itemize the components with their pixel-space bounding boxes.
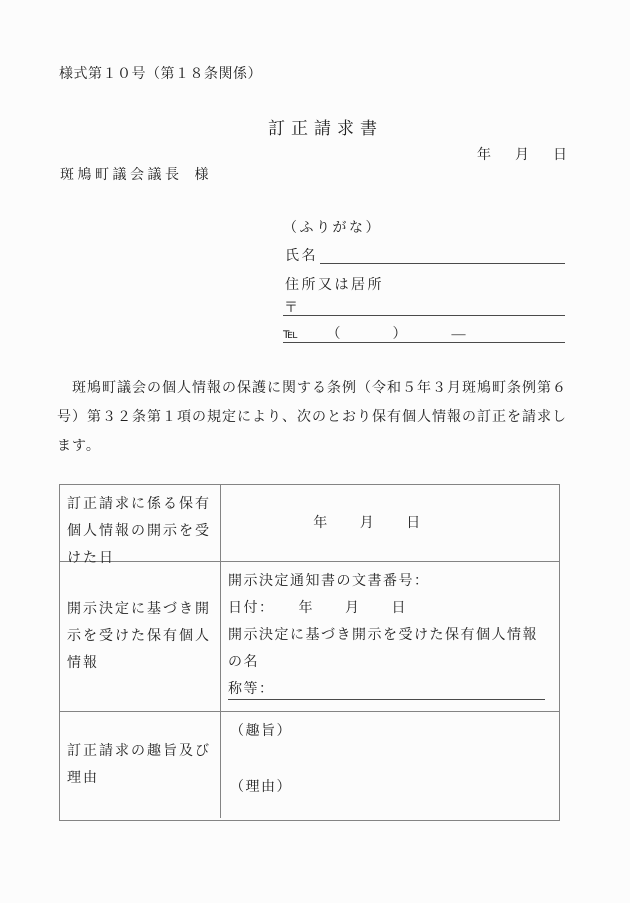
decision-date-line: 日付： 年 月 日 — [228, 601, 407, 616]
row3-value — [221, 712, 559, 818]
table-row-disclosed-info — [60, 561, 559, 711]
row3-label-line-1: 訂正請求の趣旨及び — [67, 744, 211, 759]
postal-field-row — [283, 297, 565, 316]
postal-mark: 〒 — [284, 301, 298, 316]
row2-label — [60, 562, 221, 711]
row1-date-text: 年 月 日 — [313, 515, 422, 531]
body-paragraph — [57, 374, 569, 461]
row2-label-line-2: 示を受けた保有個人 — [67, 629, 211, 644]
row1-date-value — [221, 485, 559, 561]
addressee-name: 斑鳩町議会議長 — [60, 168, 183, 183]
row2-value — [221, 562, 559, 711]
table-row-disclosure-date — [60, 485, 559, 566]
row2-label-line-1: 開示決定に基づき開 — [67, 602, 211, 617]
purport-label: （趣旨） — [230, 724, 292, 739]
header-date-line: 年 月 日 — [477, 148, 572, 163]
address-label: 住所又は居所 — [285, 278, 384, 293]
row3-label-line-2: 理由 — [67, 771, 99, 786]
addressee-line — [60, 164, 212, 184]
body-line-3: ます。 — [57, 439, 101, 454]
row1-label-line-2: 個人情報の開示を受 — [67, 524, 211, 539]
row1-label — [60, 485, 221, 566]
form-number-label: 様式第１０号（第１８条関係） — [59, 67, 262, 82]
document-title: 訂正請求書 — [268, 119, 383, 138]
row2-label-line-3: 情報 — [67, 656, 99, 671]
doc-number-line: 開示決定通知書の文書番号： — [228, 574, 430, 589]
tel-line: ℡ （ ） — — [283, 327, 469, 342]
row3-label — [60, 712, 221, 818]
addressee-honorific: 様 — [194, 168, 212, 183]
name-label: 氏名 — [285, 249, 318, 264]
row1-label-line-3: けた日 — [67, 551, 115, 566]
tel-field-row — [283, 323, 565, 343]
row1-label-line-1: 訂正請求に係る保有 — [67, 497, 211, 512]
info-name-line-2: 称等： — [228, 682, 275, 697]
request-table — [59, 484, 560, 821]
info-name-line-1: 開示決定に基づき開示を受けた保有個人情報の名 — [228, 628, 538, 670]
name-field-row — [285, 245, 565, 264]
furigana-label: （ふりがな） — [283, 221, 382, 236]
info-name-blank-line — [228, 699, 545, 700]
body-line-2: 号）第３２条第１項の規定により、次のとおり保有個人情報の訂正を請求し — [57, 410, 567, 425]
table-row-purport-reason — [60, 711, 559, 818]
reason-label: （理由） — [230, 780, 292, 795]
body-line-1: 斑鳩町議会の個人情報の保護に関する条例（令和５年３月斑鳩町条例第６ — [57, 381, 567, 396]
name-blank-line — [320, 245, 565, 264]
